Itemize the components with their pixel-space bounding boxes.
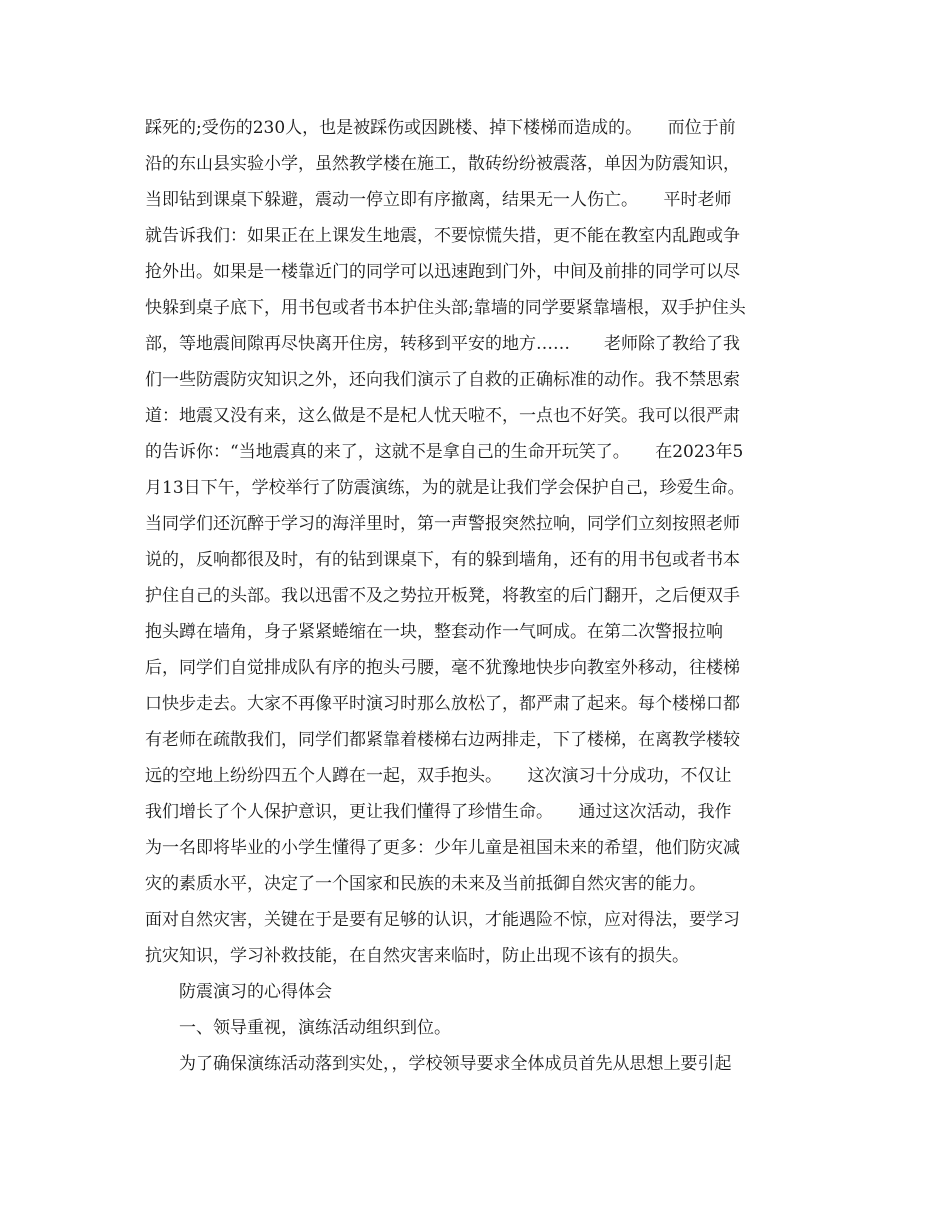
body-line: 我们增长了个人保护意识，更让我们懂得了珍惜生命。 通过这次活动，我作 xyxy=(145,802,732,822)
body-line: 们一些防震防灾知识之外，还向我们演示了自救的正确标准的动作。我不禁思索 xyxy=(145,370,740,390)
section-title: 防震演习的心得体会 xyxy=(179,982,332,1002)
body-line: 护住自己的头部。我以迅雷不及之势拉开板凳，将教室的后门翻开，之后便双手 xyxy=(145,586,740,606)
section-heading: 一、领导重视，演练活动组织到位。 xyxy=(179,1018,451,1038)
body-line: 沿的东山县实验小学，虽然教学楼在施工，散砖纷纷被震落，单因为防震知识， xyxy=(145,154,740,174)
body-line: 为了确保演练活动落到实处，，学校领导要求全体成员首先从思想上要引起 xyxy=(179,1054,732,1074)
body-line: 远的空地上纷纷四五个人蹲在一起，双手抱头。 这次演习十分成功，不仅让 xyxy=(145,766,732,786)
body-line: 快躲到桌子底下，用书包或者书本护住头部;靠墙的同学要紧靠墙根，双手护住头 xyxy=(145,298,746,318)
body-line: 道：地震又没有来，这么做是不是杞人忧天啦不，一点也不好笑。我可以很严肃 xyxy=(145,406,740,426)
body-line: 踩死的;受伤的230人，也是被踩伤或因跳楼、掉下楼梯而造成的。 而位于前 xyxy=(145,118,736,138)
body-line: 就告诉我们：如果正在上课发生地震，不要惊慌失措，更不能在教室内乱跑或争 xyxy=(145,226,740,246)
body-line: 月13日下午，学校举行了防震演练，为的就是让我们学会保护自己，珍爱生命。 xyxy=(145,478,745,498)
body-line: 抗灾知识，学习补救技能，在自然灾害来临时，防止出现不该有的损失。 xyxy=(145,946,689,966)
body-line: 说的，反响都很及时，有的钻到课桌下，有的躲到墙角，还有的用书包或者书本 xyxy=(145,550,740,570)
body-line: 面对自然灾害，关键在于是要有足够的认识，才能遇险不惊，应对得法，要学习 xyxy=(145,910,740,930)
body-line: 为一名即将毕业的小学生懂得了更多：少年儿童是祖国未来的希望，他们防灾减 xyxy=(145,838,740,858)
body-line: 抱头蹲在墙角，身子紧紧蜷缩在一块，整套动作一气呵成。在第二次警报拉响 xyxy=(145,622,723,642)
body-line: 灾的素质水平，决定了一个国家和民族的未来及当前抵御自然灾害的能力。 xyxy=(145,874,706,894)
body-line: 的告诉你：“当地震真的来了，这就不是拿自己的生命开玩笑了。 在2023年5 xyxy=(145,442,744,462)
body-line: 当同学们还沉醉于学习的海洋里时，第一声警报突然拉响，同学们立刻按照老师 xyxy=(145,514,740,534)
body-line: 口快步走去。大家不再像平时演习时那么放松了，都严肃了起来。每个楼梯口都 xyxy=(145,694,740,714)
body-line: 抢外出。如果是一楼靠近门的同学可以迅速跑到门外，中间及前排的同学可以尽 xyxy=(145,262,740,282)
body-line: 有老师在疏散我们，同学们都紧靠着楼梯右边两排走，下了楼梯，在离教学楼较 xyxy=(145,730,740,750)
body-line: 部，等地震间隙再尽快离开住房，转移到平安的地方…… 老师除了教给了我 xyxy=(145,334,740,354)
body-line: 后，同学们自觉排成队有序的抱头弓腰，毫不犹豫地快步向教室外移动，往楼梯 xyxy=(145,658,740,678)
body-line: 当即钻到课桌下躲避，震动一停立即有序撤离，结果无一人伤亡。 平时老师 xyxy=(145,190,732,210)
